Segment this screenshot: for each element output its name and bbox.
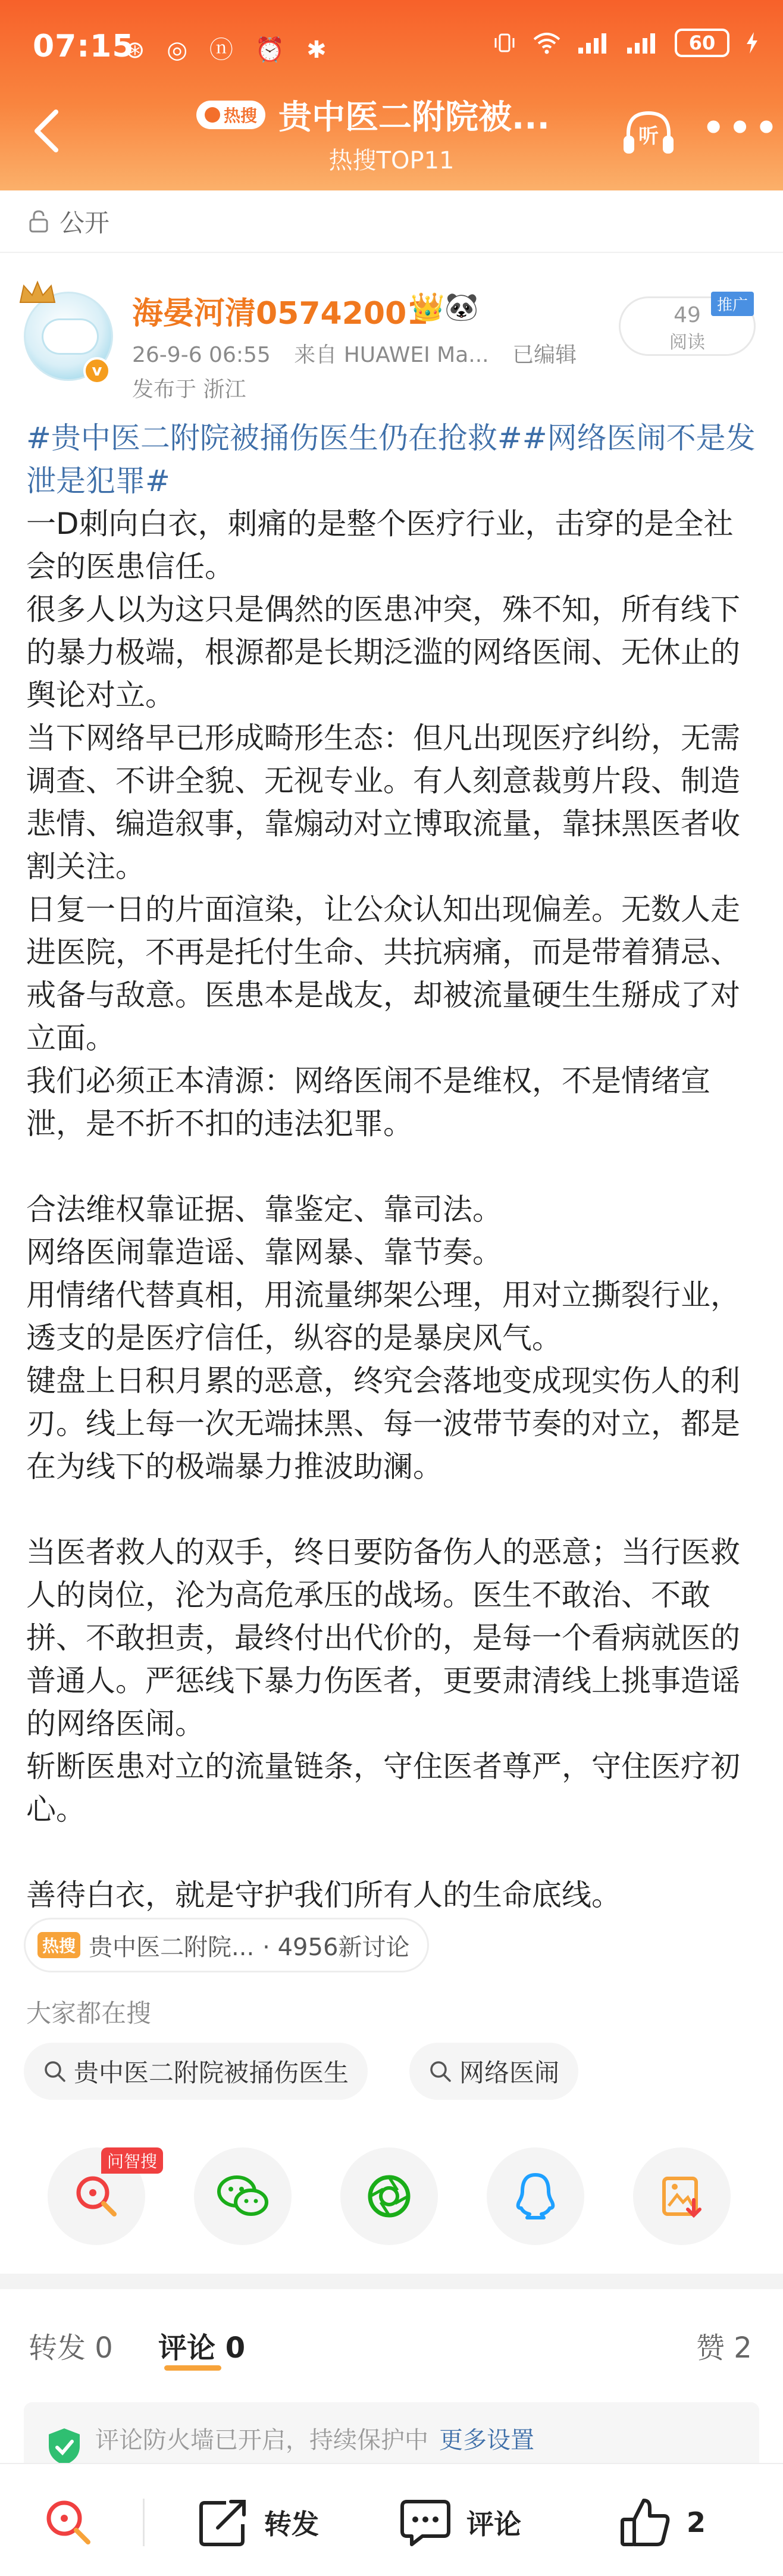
author-block bbox=[0, 268, 783, 417]
tab-active-indicator bbox=[164, 2365, 221, 2371]
post-paragraph: 日复一日的片面渲染，让公众认知出现偏差。无数人走进医院，不再是托付生命、共抗病痛，而是带着猜忌、戒备与敌意。医患本是战友，却被流量硬生生掰成了对立面。 bbox=[26, 892, 740, 1055]
author-badge-icons: 👑🐼 bbox=[411, 290, 479, 323]
post-paragraph: 合法维权靠证据、靠鉴定、靠司法。 bbox=[26, 1192, 502, 1227]
post-source: 来自 HUAWEI Ma... bbox=[294, 343, 489, 367]
vibrate-icon bbox=[493, 31, 516, 55]
post-paragraph: 键盘上日积月累的恶意，终究会落地变成现实伤人的利刃。线上每一次无端抹黑、每一波带节奏的对立，都是在为线下的极端暴力推波助澜。 bbox=[26, 1364, 740, 1484]
search-chip-1-label: 贵中医二附院被捅伤医生 bbox=[74, 2058, 349, 2087]
post-paragraph: 当医者救人的双手，终日要防备伤人的恶意；当行医救人的岗位，沦为高危承压的战场。医生不敢治、不敢拼、不敢担责，最终付出代价的，是每一个看病就医的普通人。严惩线下暴力伤医者，更要肃清线上挑事造谣的网络医闹。 bbox=[26, 1535, 740, 1741]
post-date: 26-9-6 06:55 bbox=[132, 343, 271, 367]
ask-search-tag: 问智搜 bbox=[101, 2147, 163, 2174]
battery-icon: 60 bbox=[675, 29, 729, 57]
hot-search-pill bbox=[196, 101, 265, 129]
edited-label[interactable]: 已编辑 bbox=[512, 343, 577, 367]
bottom-repost-button[interactable] bbox=[196, 2493, 319, 2552]
page-title: 贵中医二附院被... bbox=[278, 98, 550, 137]
post-paragraph: 一D刺向白衣，刺痛的是整个医疗行业，击穿的是全社会的医患信任。 bbox=[26, 507, 734, 584]
ask-search-icon bbox=[42, 2496, 95, 2549]
read-label: 阅读 bbox=[669, 332, 705, 353]
bottom-comment-button[interactable] bbox=[399, 2493, 521, 2552]
save-image-icon bbox=[657, 2171, 707, 2221]
comment-notice-text: 评论防火墙已开启，持续保护中 bbox=[95, 2426, 428, 2454]
post-paragraphs bbox=[26, 502, 759, 1917]
post-paragraph: 很多人以为这只是偶然的医患冲突，殊不知，所有线下的暴力极端，根源都是长期泛滥的网络医闹、无休止的舆论对立。 bbox=[26, 592, 740, 712]
status-notification-icons: ⊛ ◎ ⓝ ⏰ ✱ bbox=[125, 36, 334, 64]
search-chip-1[interactable] bbox=[24, 2043, 368, 2100]
shield-icon bbox=[45, 2426, 83, 2468]
wifi-icon bbox=[532, 31, 562, 55]
signal-icon-2 bbox=[626, 31, 659, 55]
bottom-like-button[interactable] bbox=[619, 2493, 706, 2552]
post-body bbox=[26, 417, 759, 1917]
signal-icon bbox=[577, 31, 610, 55]
read-count: 49 bbox=[674, 303, 701, 327]
more-options-button[interactable]: ••• bbox=[702, 107, 782, 149]
status-right-icons bbox=[493, 29, 759, 57]
search-icon bbox=[43, 2059, 67, 2083]
hot-search-pill-label: 热搜 bbox=[224, 106, 258, 126]
repost-icon bbox=[196, 2496, 250, 2549]
status-bar bbox=[0, 0, 783, 89]
tab-repost[interactable]: 转发 0 bbox=[29, 2331, 113, 2365]
listen-headphones-icon[interactable] bbox=[619, 102, 678, 162]
share-wechat-button[interactable] bbox=[194, 2147, 292, 2245]
charging-icon bbox=[745, 31, 759, 55]
interaction-tabs bbox=[0, 2289, 783, 2402]
flame-icon bbox=[205, 107, 220, 123]
page-subtitle: 热搜TOP11 bbox=[328, 147, 455, 174]
post-location: 发布于 浙江 bbox=[132, 377, 246, 402]
tab-like[interactable]: 赞 2 bbox=[696, 2331, 752, 2365]
topic-name: 贵中医二附院... bbox=[89, 1933, 255, 1961]
post-paragraph: 用情绪代替真相，用流量绑架公理，用对立撕裂行业，透支的是医疗信任，纵容的是暴戾风气。 bbox=[26, 1278, 740, 1355]
share-qq-button[interactable] bbox=[487, 2147, 584, 2245]
bottom-action-bar bbox=[0, 2463, 783, 2576]
section-divider bbox=[0, 2274, 783, 2289]
search-chip-2[interactable] bbox=[409, 2043, 578, 2100]
bottom-comment-label: 评论 bbox=[466, 2508, 521, 2540]
search-chip-2-label: 网络医闹 bbox=[459, 2058, 560, 2087]
visibility-label: 公开 bbox=[59, 208, 110, 237]
status-time: 07:15 bbox=[33, 29, 134, 64]
thumbs-up-icon bbox=[619, 2496, 672, 2549]
qq-icon bbox=[512, 2170, 559, 2222]
post-paragraph: 斩断医患对立的流量链条，守住医者尊严，守住医疗初心。 bbox=[26, 1749, 740, 1827]
paragraph-spacer bbox=[26, 1145, 759, 1188]
bottom-like-count: 2 bbox=[687, 2506, 706, 2539]
paragraph-spacer bbox=[26, 1488, 759, 1531]
share-save-image-button[interactable] bbox=[633, 2147, 731, 2245]
promote-badge[interactable]: 推广 bbox=[711, 292, 754, 316]
top-header bbox=[0, 0, 783, 190]
nav-title-area[interactable] bbox=[196, 88, 601, 142]
avatar-cloud-image bbox=[43, 320, 97, 353]
topic-hot-label: 热搜 bbox=[37, 1932, 80, 1958]
lock-icon bbox=[29, 210, 49, 233]
topic-discussions: · 4956新讨论 bbox=[262, 1933, 410, 1961]
tab-comment[interactable]: 评论 0 bbox=[158, 2331, 246, 2365]
post-paragraph: 网络医闹靠造谣、靠网暴、靠节奏。 bbox=[26, 1235, 502, 1270]
post-meta bbox=[132, 338, 593, 368]
search-icon bbox=[428, 2059, 452, 2083]
post-paragraph: 我们必须正本清源：网络医闹不是维权，不是情绪宣泄，是不折不扣的违法犯罪。 bbox=[26, 1064, 710, 1141]
visibility-bar bbox=[0, 190, 783, 253]
topic-chip[interactable] bbox=[24, 1918, 429, 1972]
post-paragraph: 善待白衣，就是守护我们所有人的生命底线。 bbox=[26, 1878, 621, 1912]
bottom-divider bbox=[143, 2499, 145, 2546]
bottom-repost-label: 转发 bbox=[264, 2508, 319, 2540]
post-hashtags[interactable]: #贵中医二附院被捅伤医生仍在抢救##网络医闹不是发泄是犯罪# bbox=[26, 421, 756, 498]
listen-label: 听 bbox=[638, 124, 659, 148]
wechat-icon bbox=[214, 2171, 271, 2221]
moments-icon bbox=[364, 2171, 414, 2221]
bottom-ask-search-button[interactable] bbox=[42, 2493, 109, 2552]
share-moments-button[interactable] bbox=[340, 2147, 438, 2245]
comment-settings-link[interactable]: 更多设置 bbox=[439, 2426, 534, 2454]
ask-search-icon bbox=[71, 2171, 121, 2221]
author-name[interactable]: 海晏河清05742001 bbox=[132, 296, 428, 332]
post-paragraph: 当下网络早已形成畸形生态：但凡出现医疗纠纷，无需调查、不讲全貌、无视专业。有人刻意裁剪片段、制造悲情、编造叙事，靠煽动对立博取流量，靠抹黑医者收割关注。 bbox=[26, 721, 740, 884]
verified-badge: v bbox=[83, 357, 111, 384]
comment-icon bbox=[399, 2496, 452, 2549]
crown-icon bbox=[17, 279, 58, 308]
related-search-label: 大家都在搜 bbox=[26, 1999, 152, 2028]
paragraph-spacer bbox=[26, 1831, 759, 1874]
